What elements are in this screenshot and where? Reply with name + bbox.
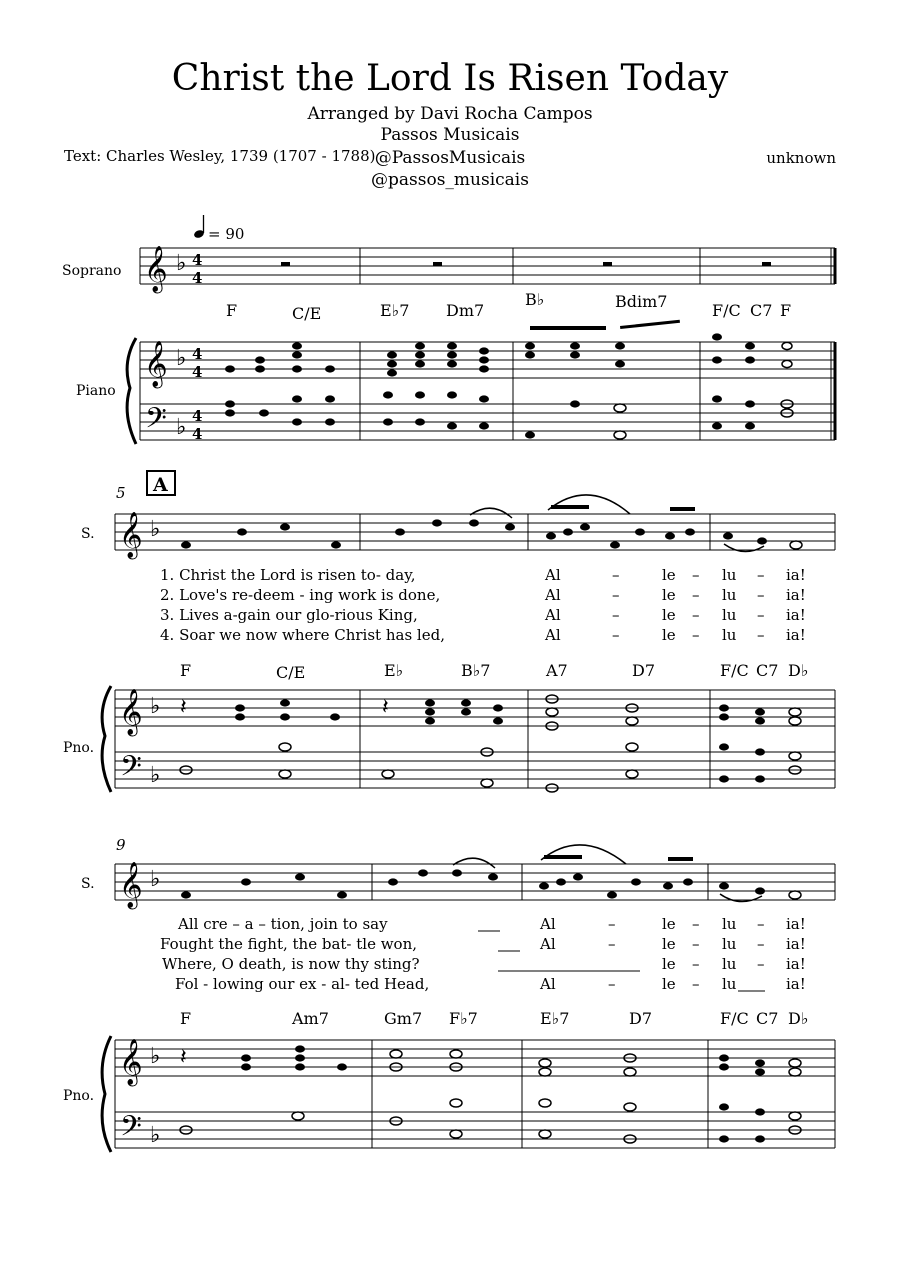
bass-clef-icon: 𝄢: [120, 1110, 142, 1150]
lyric-verse-1: All cre – a – tion, join to say: [178, 915, 388, 933]
treble-clef-icon: 𝄞: [144, 246, 168, 292]
lyric-verse-2: Fought the fight, the bat- tle won,: [160, 935, 418, 953]
svg-text:C/E: C/E: [292, 304, 322, 323]
svg-text:B♭7: B♭7: [461, 661, 491, 680]
flat-key-signature-icon: ♭: [150, 763, 161, 788]
time-sig-bottom: 4: [192, 425, 203, 443]
svg-text:le: le: [662, 566, 676, 584]
svg-text:lu: lu: [722, 935, 737, 953]
svg-text:le: le: [662, 626, 676, 644]
soprano-staff-3: [115, 864, 835, 900]
svg-text:ia!: ia!: [786, 955, 806, 973]
measure-number: 9: [116, 836, 126, 854]
svg-text:–: –: [757, 915, 765, 933]
svg-text:lu: lu: [722, 586, 737, 604]
treble-clef-icon: 𝄞: [119, 512, 143, 558]
lyric-verse-2: 2. Love's re-deem - ing work is done,: [160, 586, 441, 604]
time-sig-bottom: 4: [192, 269, 203, 287]
instrument-label-piano: Pno.: [63, 1088, 95, 1104]
svg-text:ia!: ia!: [786, 586, 806, 604]
svg-text:–: –: [612, 626, 620, 644]
svg-text:ia!: ia!: [786, 975, 806, 993]
time-sig-top: 4: [192, 345, 203, 363]
treble-clef-icon: 𝄞: [119, 689, 143, 735]
svg-text:–: –: [757, 566, 765, 584]
svg-text:C7: C7: [756, 661, 779, 680]
svg-text:le: le: [662, 606, 676, 624]
social-handle-2: @passos_musicais: [371, 170, 529, 190]
svg-text:D7: D7: [629, 1009, 653, 1028]
score-title: Christ the Lord Is Risen Today: [171, 58, 729, 99]
svg-text:A7: A7: [546, 661, 568, 680]
time-sig-top: 4: [192, 251, 203, 269]
svg-text:ia!: ia!: [786, 566, 806, 584]
svg-text:E♭7: E♭7: [380, 301, 410, 320]
svg-text:F: F: [180, 1009, 192, 1028]
rehearsal-mark: A: [153, 474, 168, 496]
lyric-verse-4: Fol - lowing our ex - al- ted Head,: [175, 975, 430, 993]
svg-text:–: –: [692, 955, 700, 973]
svg-text:le: le: [662, 935, 676, 953]
flat-key-signature-icon: ♭: [150, 694, 161, 719]
svg-text:Al: Al: [545, 586, 561, 604]
svg-text:–: –: [757, 626, 765, 644]
svg-text:ia!: ia!: [786, 606, 806, 624]
flat-key-signature-icon: ♭: [150, 517, 161, 542]
flat-key-signature-icon: ♭: [150, 1044, 161, 1069]
svg-text:𝄽: 𝄽: [180, 1045, 187, 1070]
svg-text:Gm7: Gm7: [384, 1009, 423, 1028]
flat-key-signature-icon: ♭: [176, 415, 187, 440]
flat-key-signature-icon: ♭: [150, 1123, 161, 1148]
chord-symbols-system-3: [180, 1009, 808, 1028]
piano-notes-system-1: [225, 320, 793, 439]
svg-text:lu: lu: [722, 626, 737, 644]
svg-text:–: –: [692, 626, 700, 644]
piano-staff-3: [102, 1036, 835, 1152]
tempo-marking: [193, 215, 244, 243]
svg-text:–: –: [692, 935, 700, 953]
flat-key-signature-icon: ♭: [176, 346, 187, 371]
lyric-verse-4: 4. Soar we now where Christ has led,: [160, 626, 445, 644]
social-handle-1: @PassosMusicais: [374, 148, 526, 168]
piano-notes-system-2: [180, 695, 801, 792]
svg-text:–: –: [757, 955, 765, 973]
svg-text:𝄽: 𝄽: [382, 695, 389, 720]
svg-text:Dm7: Dm7: [446, 301, 485, 320]
svg-text:B♭: B♭: [525, 290, 545, 309]
svg-text:–: –: [692, 586, 700, 604]
time-sig-bottom: 4: [192, 363, 203, 381]
svg-text:F: F: [780, 301, 792, 320]
flat-key-signature-icon: ♭: [176, 251, 187, 276]
svg-text:Al: Al: [545, 606, 561, 624]
svg-text:–: –: [612, 586, 620, 604]
svg-text:F: F: [180, 661, 192, 680]
svg-text:D♭: D♭: [788, 661, 809, 680]
bass-clef-icon: 𝄢: [145, 402, 167, 442]
svg-text:F: F: [226, 301, 238, 320]
svg-text:Al: Al: [540, 915, 556, 933]
instrument-label-soprano: S.: [81, 876, 95, 892]
svg-text:ia!: ia!: [786, 935, 806, 953]
svg-text:–: –: [692, 915, 700, 933]
lyric-verse-3: 3. Lives a-gain our glo-rious King,: [160, 606, 418, 624]
svg-text:F/C: F/C: [720, 661, 749, 680]
svg-text:F♭7: F♭7: [449, 1009, 478, 1028]
lyrics-system-2: [160, 566, 806, 644]
svg-text:lu: lu: [722, 975, 737, 993]
svg-text:–: –: [692, 566, 700, 584]
flat-key-signature-icon: ♭: [150, 867, 161, 892]
svg-text:le: le: [662, 586, 676, 604]
svg-text:ia!: ia!: [786, 915, 806, 933]
instrument-label-soprano: Soprano: [62, 263, 122, 279]
svg-text:D♭: D♭: [788, 1009, 809, 1028]
svg-text:Bdim7: Bdim7: [615, 292, 668, 311]
svg-text:ia!: ia!: [786, 626, 806, 644]
instrument-label-soprano: S.: [81, 526, 95, 542]
svg-text:F/C: F/C: [720, 1009, 749, 1028]
time-sig-top: 4: [192, 407, 203, 425]
svg-text:–: –: [692, 975, 700, 993]
svg-text:–: –: [692, 606, 700, 624]
svg-text:–: –: [612, 566, 620, 584]
svg-text:–: –: [608, 975, 616, 993]
text-credit: Text: Charles Wesley, 1739 (1707 - 1788): [64, 147, 376, 165]
svg-text:lu: lu: [722, 955, 737, 973]
svg-text:𝄽: 𝄽: [180, 695, 187, 720]
instrument-label-piano: Pno.: [63, 740, 95, 756]
lyric-verse-3: Where, O death, is now thy sting?: [162, 955, 420, 973]
svg-text:Am7: Am7: [292, 1009, 329, 1028]
svg-text:E♭: E♭: [384, 661, 404, 680]
composer-credit: unknown: [766, 149, 836, 167]
svg-text:F/C: F/C: [712, 301, 741, 320]
publisher-credit: Passos Musicais: [380, 125, 520, 145]
bass-clef-icon: 𝄢: [120, 750, 142, 790]
svg-text:–: –: [608, 915, 616, 933]
svg-text:Al: Al: [540, 935, 556, 953]
lyrics-system-3: [160, 915, 806, 993]
svg-text:C/E: C/E: [276, 663, 306, 682]
treble-clef-icon: 𝄞: [119, 1039, 143, 1085]
svg-text:lu: lu: [722, 915, 737, 933]
svg-text:le: le: [662, 915, 676, 933]
chord-symbols-system-2: [180, 661, 808, 682]
svg-text:Al: Al: [540, 975, 556, 993]
svg-text:le: le: [662, 975, 676, 993]
tempo-value: = 90: [208, 225, 245, 243]
svg-text:C7: C7: [750, 301, 773, 320]
svg-text:lu: lu: [722, 566, 737, 584]
svg-text:lu: lu: [722, 606, 737, 624]
treble-clef-icon: 𝄞: [119, 862, 143, 908]
svg-text:Al: Al: [545, 626, 561, 644]
svg-text:le: le: [662, 955, 676, 973]
lyric-verse-1: 1. Christ the Lord is risen to- day,: [160, 566, 416, 584]
treble-clef-icon: 𝄞: [144, 341, 168, 387]
whole-rests-system-1: [281, 262, 771, 266]
svg-text:–: –: [608, 935, 616, 953]
svg-text:–: –: [612, 606, 620, 624]
measure-number: 5: [116, 484, 126, 502]
svg-text:–: –: [757, 606, 765, 624]
svg-text:–: –: [757, 586, 765, 604]
chord-symbols-system-1: [226, 290, 791, 323]
svg-text:E♭7: E♭7: [540, 1009, 570, 1028]
instrument-label-piano: Piano: [76, 383, 116, 399]
svg-text:–: –: [757, 935, 765, 953]
svg-text:D7: D7: [632, 661, 656, 680]
svg-text:Al: Al: [545, 566, 561, 584]
svg-text:C7: C7: [756, 1009, 779, 1028]
soprano-staff-2: [115, 514, 835, 550]
soprano-staff-1: [140, 248, 835, 284]
arranger-credit: Arranged by Davi Rocha Campos: [307, 104, 593, 124]
